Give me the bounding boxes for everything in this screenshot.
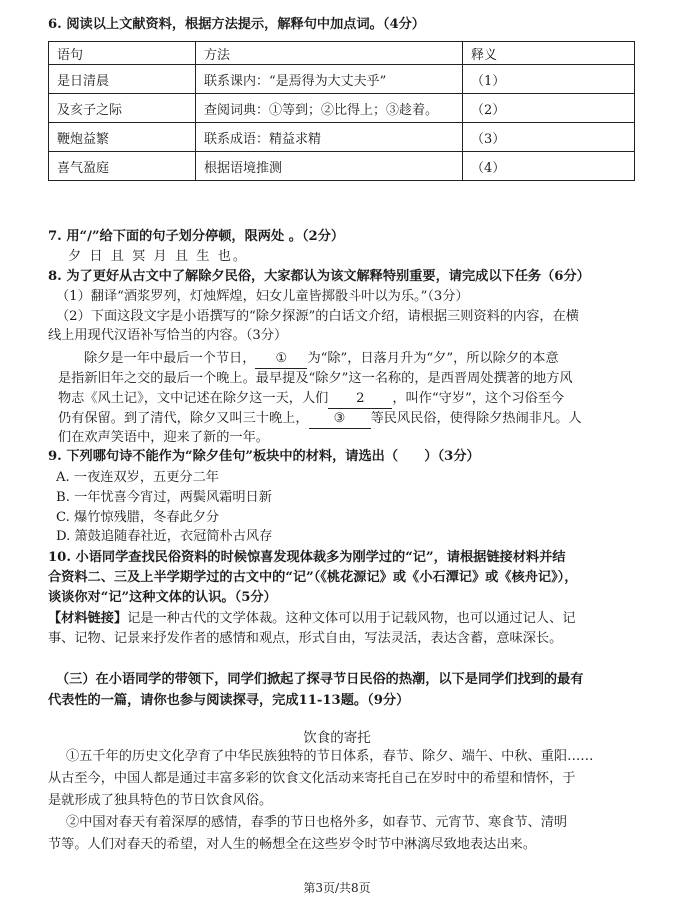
table-cell: （1） <box>463 65 635 94</box>
q7-sentence: 夕 日 且 冥 月 且 生 也。 <box>68 249 249 264</box>
q8-sub2-line2: 线上用现代汉语补写恰当的内容。（3分） <box>48 328 288 343</box>
q8-para-text: ，叫作“守岁”，这个习俗至今 <box>392 391 565 406</box>
table-row <box>49 94 635 123</box>
q8-paragraph-line: 是指新旧年之交的最后一个晚上。最早提及“除夕”这一名称的，是西晋周处撰著的地方风 <box>58 371 573 386</box>
article-paragraph: 节等。人们对春天的希望，对人生的畅想全在这些岁令时节中淋漓尽致地表达出来。 <box>48 837 536 852</box>
article-paragraph: ①五千年的历史文化孕育了中华民族独特的节日体系，春节、除夕、端午、中秋、重阳…… <box>66 749 594 764</box>
answer-blank-1[interactable]: ① <box>255 350 307 369</box>
q8-paragraph-line <box>58 410 582 429</box>
q8-para-text: 除夕是一年中最后一个节日， <box>84 351 256 366</box>
material-link-label: 【材料链接】 <box>48 611 128 626</box>
q10-material-text: 事、记物、记景来抒发作者的感情和观点，形式自由，写法灵活，表达含蓄，意味深长。 <box>48 631 563 646</box>
header-cell: 释义 <box>463 42 635 65</box>
q6-title: 6. 阅读以上文献资料，根据方法提示，解释句中加点词。（4分） <box>48 17 425 32</box>
q8-para-text: 物志《风土记》，文中记述在除夕这一天，人们 <box>58 391 329 406</box>
q9-option-c[interactable]: C. 爆竹惊残腊，冬春此夕分 <box>56 510 220 525</box>
table-cell: （3） <box>463 123 635 152</box>
table-cell: 联系课内：“是焉得为大丈夫乎” <box>196 65 463 94</box>
q9-option-b[interactable]: B. 一年忧喜今宵过，两鬓风霜明日新 <box>56 490 272 505</box>
q9-title: 9. 下列哪句诗不能作为“除夕佳句”板块中的材料，请选出（ ）（3分） <box>48 449 480 464</box>
header-cell: 语句 <box>49 42 196 65</box>
q10-material-link <box>48 610 576 628</box>
answer-blank-2[interactable]: 2 <box>328 390 392 409</box>
table-row <box>49 123 635 152</box>
article-paragraph: 是就形成了独具特色的节日饮食风俗。 <box>48 793 273 808</box>
material-link-text: 记是一种古代的文学体裁。这种文体可以用于记载风物，也可以通过记人、记 <box>127 611 576 626</box>
q10-line: 10. 小语同学查找民俗资料的时候惊喜发现体裁多为刚学过的“记”，请根据链接材料并结 <box>48 550 566 565</box>
table-cell: 及亥子之际 <box>49 94 196 123</box>
q6-table <box>48 41 635 181</box>
section3-intro: （三）在小语同学的带领下，同学们掀起了探寻节日民俗的热潮，以下是同学们找到的最有 <box>56 672 584 687</box>
q9-option-a[interactable]: A. 一夜连双岁，五更分二年 <box>56 470 219 485</box>
table-cell: 根据语境推测 <box>196 152 463 181</box>
answer-blank-3[interactable]: ③ <box>309 410 371 429</box>
table-header-row <box>49 42 635 65</box>
page-number: 第3页/共8页 <box>303 881 371 895</box>
q9-option-d[interactable]: D. 箫鼓追随春社近，衣冠简朴古风存 <box>56 529 273 544</box>
header-cell: 方法 <box>196 42 463 65</box>
table-cell: 喜气盈庭 <box>49 152 196 181</box>
table-cell: 是日清晨 <box>49 65 196 94</box>
table-cell: 查阅词典：①等到；②比得上；③趁着。 <box>196 94 463 123</box>
q8-sub1: （1）翻译“酒浆罗列，灯烛辉煌，妇女儿童皆掷骰斗叶以为乐。”（3分） <box>56 289 469 304</box>
q10-line: 谈谈你对“记”这种文体的认识。（5分） <box>48 590 277 605</box>
table-row <box>49 65 635 94</box>
q10-line: 合资料二、三及上半学期学过的古文中的“记”（《桃花源记》或《小石潭记》或《核舟记》）， <box>48 570 578 585</box>
section3-intro: 代表性的一篇，请你也参与阅读探寻，完成11-13题。（9分） <box>48 693 410 708</box>
q8-title: 8. 为了更好从古文中了解除夕民俗，大家都认为该文解释特别重要，请完成以下任务（6分） <box>48 269 590 284</box>
article-paragraph: 从古至今，中国人都是通过丰富多彩的饮食文化活动来寄托自己在岁时中的希望和情怀，于 <box>48 771 576 786</box>
q8-paragraph-line <box>58 390 564 409</box>
q8-paragraph-line <box>84 350 559 369</box>
table-cell: 鞭炮益繁 <box>49 123 196 152</box>
q8-para-text: 等民风民俗，使得除夕热闹非凡。人 <box>370 411 582 426</box>
q8-sub2-line1: （2）下面这段文字是小语撰写的“除夕探源”的白话文介绍，请根据三则资料的内容，在横 <box>56 309 579 324</box>
article-paragraph: ②中国对春天有着深厚的感情，春季的节日也格外多，如春节、元宵节、寒食节、清明 <box>66 815 568 830</box>
q8-paragraph-line: 们在欢声笑语中，迎来了新的一年。 <box>58 430 269 445</box>
table-cell: （4） <box>463 152 635 181</box>
table-row <box>49 152 635 181</box>
table-cell: （2） <box>463 94 635 123</box>
q8-para-text: 仍有保留。到了清代，除夕又叫三十晚上， <box>58 411 309 426</box>
q8-para-text: 为“除”，日落月升为“夕”，所以除夕的本意 <box>307 351 559 366</box>
article-title: 饮食的寄托 <box>303 730 371 746</box>
table-cell: 联系成语：精益求精 <box>196 123 463 152</box>
q7-title: 7. 用“/”给下面的句子划分停顿，限两处 。（2分） <box>48 229 345 244</box>
